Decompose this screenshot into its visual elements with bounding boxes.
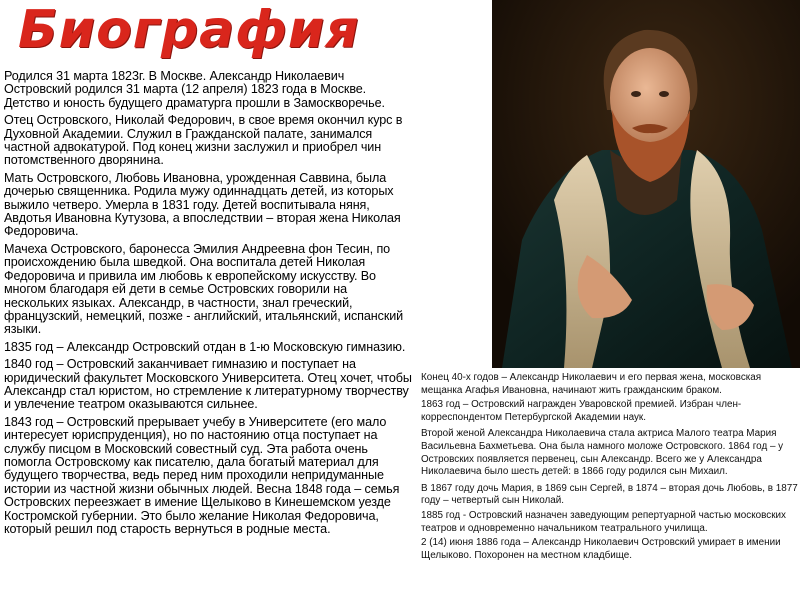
paragraph-children: В 1867 году дочь Мария, в 1869 сын Сергей, в 1874 – вторая дочь Любовь, в 1877 году – четвертый сын Николай. — [421, 482, 798, 507]
page-title: Биография — [18, 0, 360, 60]
portrait-image — [492, 0, 800, 368]
paragraph-stepmother: Мачеха Островского, баронесса Эмилия Андреевна фон Тесин, по происхождению была шведкой. Она воспитала детей Николая Федоровича и привила им любовь к европейскому искусству. Во многом благодаря ей дети в семье Островских говорили на нескольких языках. Александр, в частности, знал греческий, французский, немецкий, позже - английский, итальянский, испанский языки. — [4, 241, 404, 337]
paragraph-birth: Родился 31 марта 1823г. В Москве. Александр Николаевич Островский родился 31 марта (12 апреля) 1823 года в Москве. Детство и юность будущего драматурга прошли в Замоскворечье. — [4, 69, 385, 110]
portrait-illustration — [492, 0, 800, 368]
biography-main-text — [4, 70, 414, 540]
paragraph-1840: 1840 год – Островский заканчивает гимназию и поступает на юридический факультет Московского Университета. Отец хочет, чтобы Александр стал юристом, но стремление к литературному творчеству и увлечение театром оказываются сильнее. — [4, 357, 412, 412]
paragraph-1863: 1863 год – Островский награжден Уваровской премией. Избран член-корреспондентом Петербургской Академии наук. — [421, 399, 742, 423]
paragraph-late-40s: Конец 40-х годов – Александр Николаевич и его первая жена, московская мещанка Агафья Ивановна, начинают жить гражданским браком. — [421, 372, 762, 396]
paragraph-1835: 1835 год – Александр Островский отдан в 1-ю Московскую гимназию. — [4, 339, 406, 354]
paragraph-1885: 1885 год - Островский назначен заведующим репертуарной частью московских театров и одновременно начальником театрального училища. — [421, 509, 786, 534]
biography-side-text — [421, 372, 798, 564]
paragraph-second-wife: Второй женой Александра Николаевича стала актриса Малого театра Мария Васильевна Бахметьева. Она была намного моложе Островского. 1864 год – у Островских появляется первенец, сын Александр. Всего же у Александра Николаевича было шесть детей: в 1866 году родился сын Михаил. — [421, 428, 784, 478]
paragraph-1843: 1843 год – Островский прерывает учебу в Университете (его мало интересует юриспруденция), но по настоянию отца поступает на службу писцом в Московский совестный суд. Эта работа очень помогла Островскому как писателю, дала богатый материал для будущего творчества, ведь перед ним проходили непридуманные истории из частной жизни обычных людей. Весна 1848 года – семья Островских переезжает в имение Щелыково в Кинешемском уезде Костромской губернии. Это было желание Николая Федоровича, который решил под старость вернуться в родные места. — [4, 414, 400, 536]
paragraph-death: 2 (14) июня 1886 года – Александр Николаевич Островский умирает в имении Щелыково. Похоронен на местном кладбище. — [421, 537, 781, 561]
paragraph-father: Отец Островского, Николай Федорович, в свое время окончил курс в Духовной Академии. Служил в Гражданской палате, занимался частной адвокатурой. Под конец жизни заслужил и приобрел чин потомственного дворянина. — [4, 113, 403, 168]
paragraph-mother: Мать Островского, Любовь Ивановна, урожденная Саввина, была дочерью священника. Родила мужу одиннадцать детей, из которых выжило четверо. Умерла в 1831 году. Детей воспитывала няня, Авдотья Ивановна Кутузова, а впоследствии – вторая жена Николая Федоровича. — [4, 170, 401, 239]
